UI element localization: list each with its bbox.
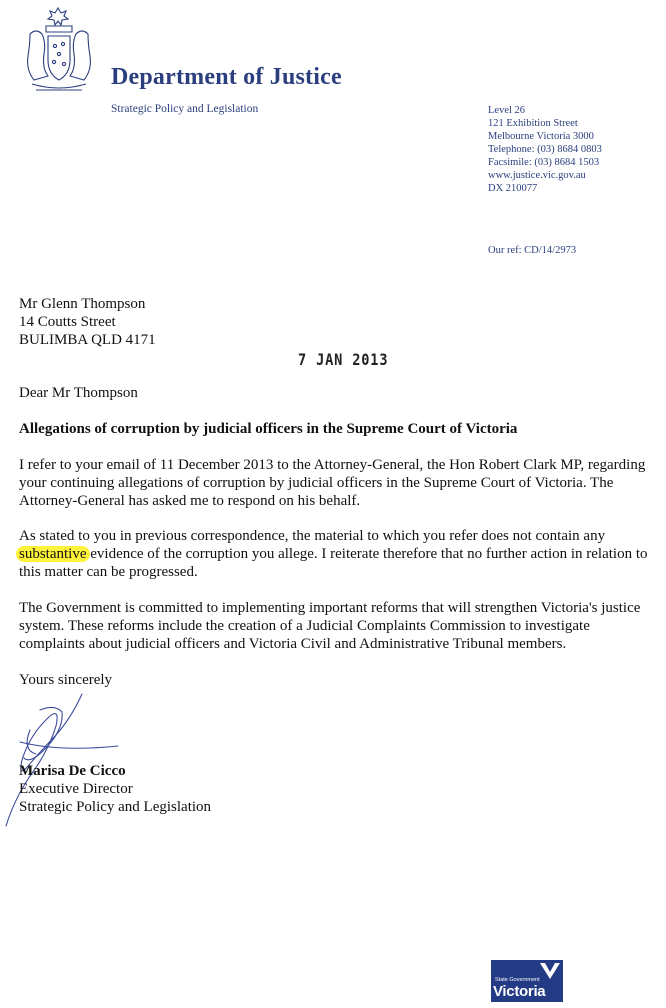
subject-line: Allegations of corruption by judicial officers in the Supreme Court of Victoria (19, 421, 518, 437)
address-line: Level 26 (488, 105, 526, 116)
closing: Yours sincerely (19, 672, 113, 688)
signer-title: Executive Director (19, 781, 133, 797)
telephone-line: Telephone: (03) 8684 0803 (488, 144, 602, 155)
body-paragraph: I refer to your email of 11 December 2013 to the Attorney-General, the Hon Robert Clark MP, regarding your continuing allegations of corruption by judicial officers in the Supreme Court of Victoria. The Attorney-General has asked me to respond on his behalf. (19, 457, 646, 509)
signer-unit: Strategic Policy and Legislation (19, 799, 212, 815)
logo-wordmark: Victoria (493, 983, 546, 1000)
address-line: 121 Exhibition Street (488, 118, 578, 129)
body-paragraph (19, 527, 659, 581)
facsimile-line: Facsimile: (03) 8684 1503 (488, 157, 600, 168)
address-line: Melbourne Victoria 3000 (488, 131, 594, 142)
logo-small-text: State Government (495, 977, 540, 983)
signer-block (19, 762, 211, 816)
paragraph-text: evidence of the corruption you allege. I reiterate therefore that no further action in relation to this matter can be progressed. (19, 546, 648, 580)
division-name: Strategic Policy and Legislation (111, 103, 259, 115)
highlighted-word: substantive (16, 546, 90, 562)
department-title: Department of Justice (111, 64, 342, 90)
our-reference: Our ref: CD/14/2973 (488, 245, 577, 256)
date-stamp: 7 JAN 2013 (298, 350, 389, 369)
website-line: www.justice.vic.gov.au (488, 170, 586, 181)
recipient-name: Mr Glenn Thompson (19, 296, 146, 312)
coat-of-arms-icon (20, 4, 98, 94)
paragraph-text: As stated to you in previous correspondence, the material to which you refer does not contain any (19, 528, 606, 544)
body-paragraph: The Government is committed to implementing important reforms that will strengthen Victoria's justice system. These reforms include the creation of a Judicial Complaints Commission to investigate complaints about judicial officers and Victoria Civil and Administrative Tribunal members. (19, 600, 641, 652)
recipient-street: 14 Coutts Street (19, 314, 116, 330)
dx-line: DX 210077 (488, 183, 538, 194)
recipient-city: BULIMBA QLD 4171 (19, 332, 156, 348)
sender-address-block (488, 104, 602, 195)
salutation: Dear Mr Thompson (19, 385, 138, 401)
victoria-v-mark-icon (539, 962, 561, 980)
signer-name: Marisa De Cicco (19, 763, 126, 779)
recipient-address (19, 295, 156, 349)
